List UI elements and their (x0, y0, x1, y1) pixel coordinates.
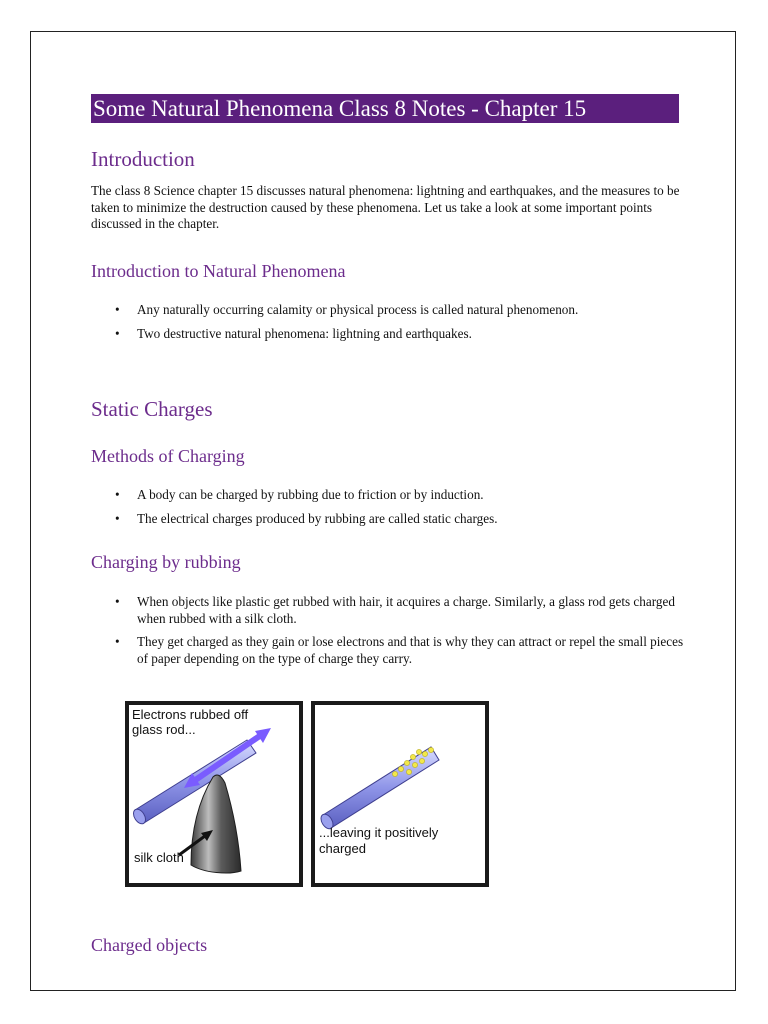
document-page (30, 31, 736, 991)
left-caption-line2: glass rod... (132, 722, 196, 737)
bullet-icon: • (115, 510, 120, 526)
natural-phenomena-heading: Introduction to Natural Phenomena (91, 261, 346, 281)
bullet-icon: • (115, 325, 120, 341)
list-item: • When objects like plastic get rubbed with hair, it acquires a charge. Similarly, a glass rod gets charged when rubbed with a silk cloth. (115, 594, 675, 626)
charging-figure (125, 701, 493, 889)
right-caption-line2: charged (319, 841, 366, 856)
list-item: • Two destructive natural phenomena: lightning and earthquakes. (115, 325, 472, 341)
methods-of-charging-list (91, 487, 691, 534)
introduction-paragraph: The class 8 Science chapter 15 discusses natural phenomena: lightning and earthquakes, and the measures to be taken to minimize the destruction caused by these phenomena. Let us take a look at some important points discussed in the chapter. (91, 183, 680, 231)
silk-cloth (191, 775, 241, 873)
introduction-heading: Introduction (91, 147, 195, 171)
left-caption-line1: Electrons rubbed off (132, 707, 249, 722)
charging-by-rubbing-heading: Charging by rubbing (91, 552, 241, 572)
bullet-icon: • (115, 634, 120, 649)
static-charges-heading: Static Charges (91, 397, 213, 421)
bullet-icon: • (115, 302, 120, 317)
figure-panel-rubbing (125, 701, 303, 887)
right-caption-line1: ...leaving it positively (319, 825, 439, 840)
figure-panel-charged (311, 701, 489, 887)
list-item: • They get charged as they gain or lose electrons and that is why they can attract or repel the small pieces of paper depending on the type of charge they carry. (115, 634, 684, 666)
list-item: • Any naturally occurring calamity or physical process is called natural phenomenon. (115, 302, 579, 317)
charged-rod-illustration (315, 705, 485, 883)
charged-objects-heading: Charged objects (91, 935, 208, 955)
charging-by-rubbing-list (91, 594, 691, 674)
page-title: Some Natural Phenomena Class 8 Notes - Chapter 15 (91, 94, 679, 123)
silk-cloth-label: silk cloth (134, 850, 184, 865)
bullet-icon: • (115, 594, 120, 609)
methods-of-charging-heading: Methods of Charging (91, 446, 245, 466)
list-item: • A body can be charged by rubbing due to friction or by induction. (115, 487, 484, 502)
natural-phenomena-list (91, 302, 691, 349)
double-arrow-icon (184, 728, 271, 788)
bullet-icon: • (115, 487, 120, 502)
list-item: • The electrical charges produced by rubbing are called static charges. (115, 510, 498, 526)
